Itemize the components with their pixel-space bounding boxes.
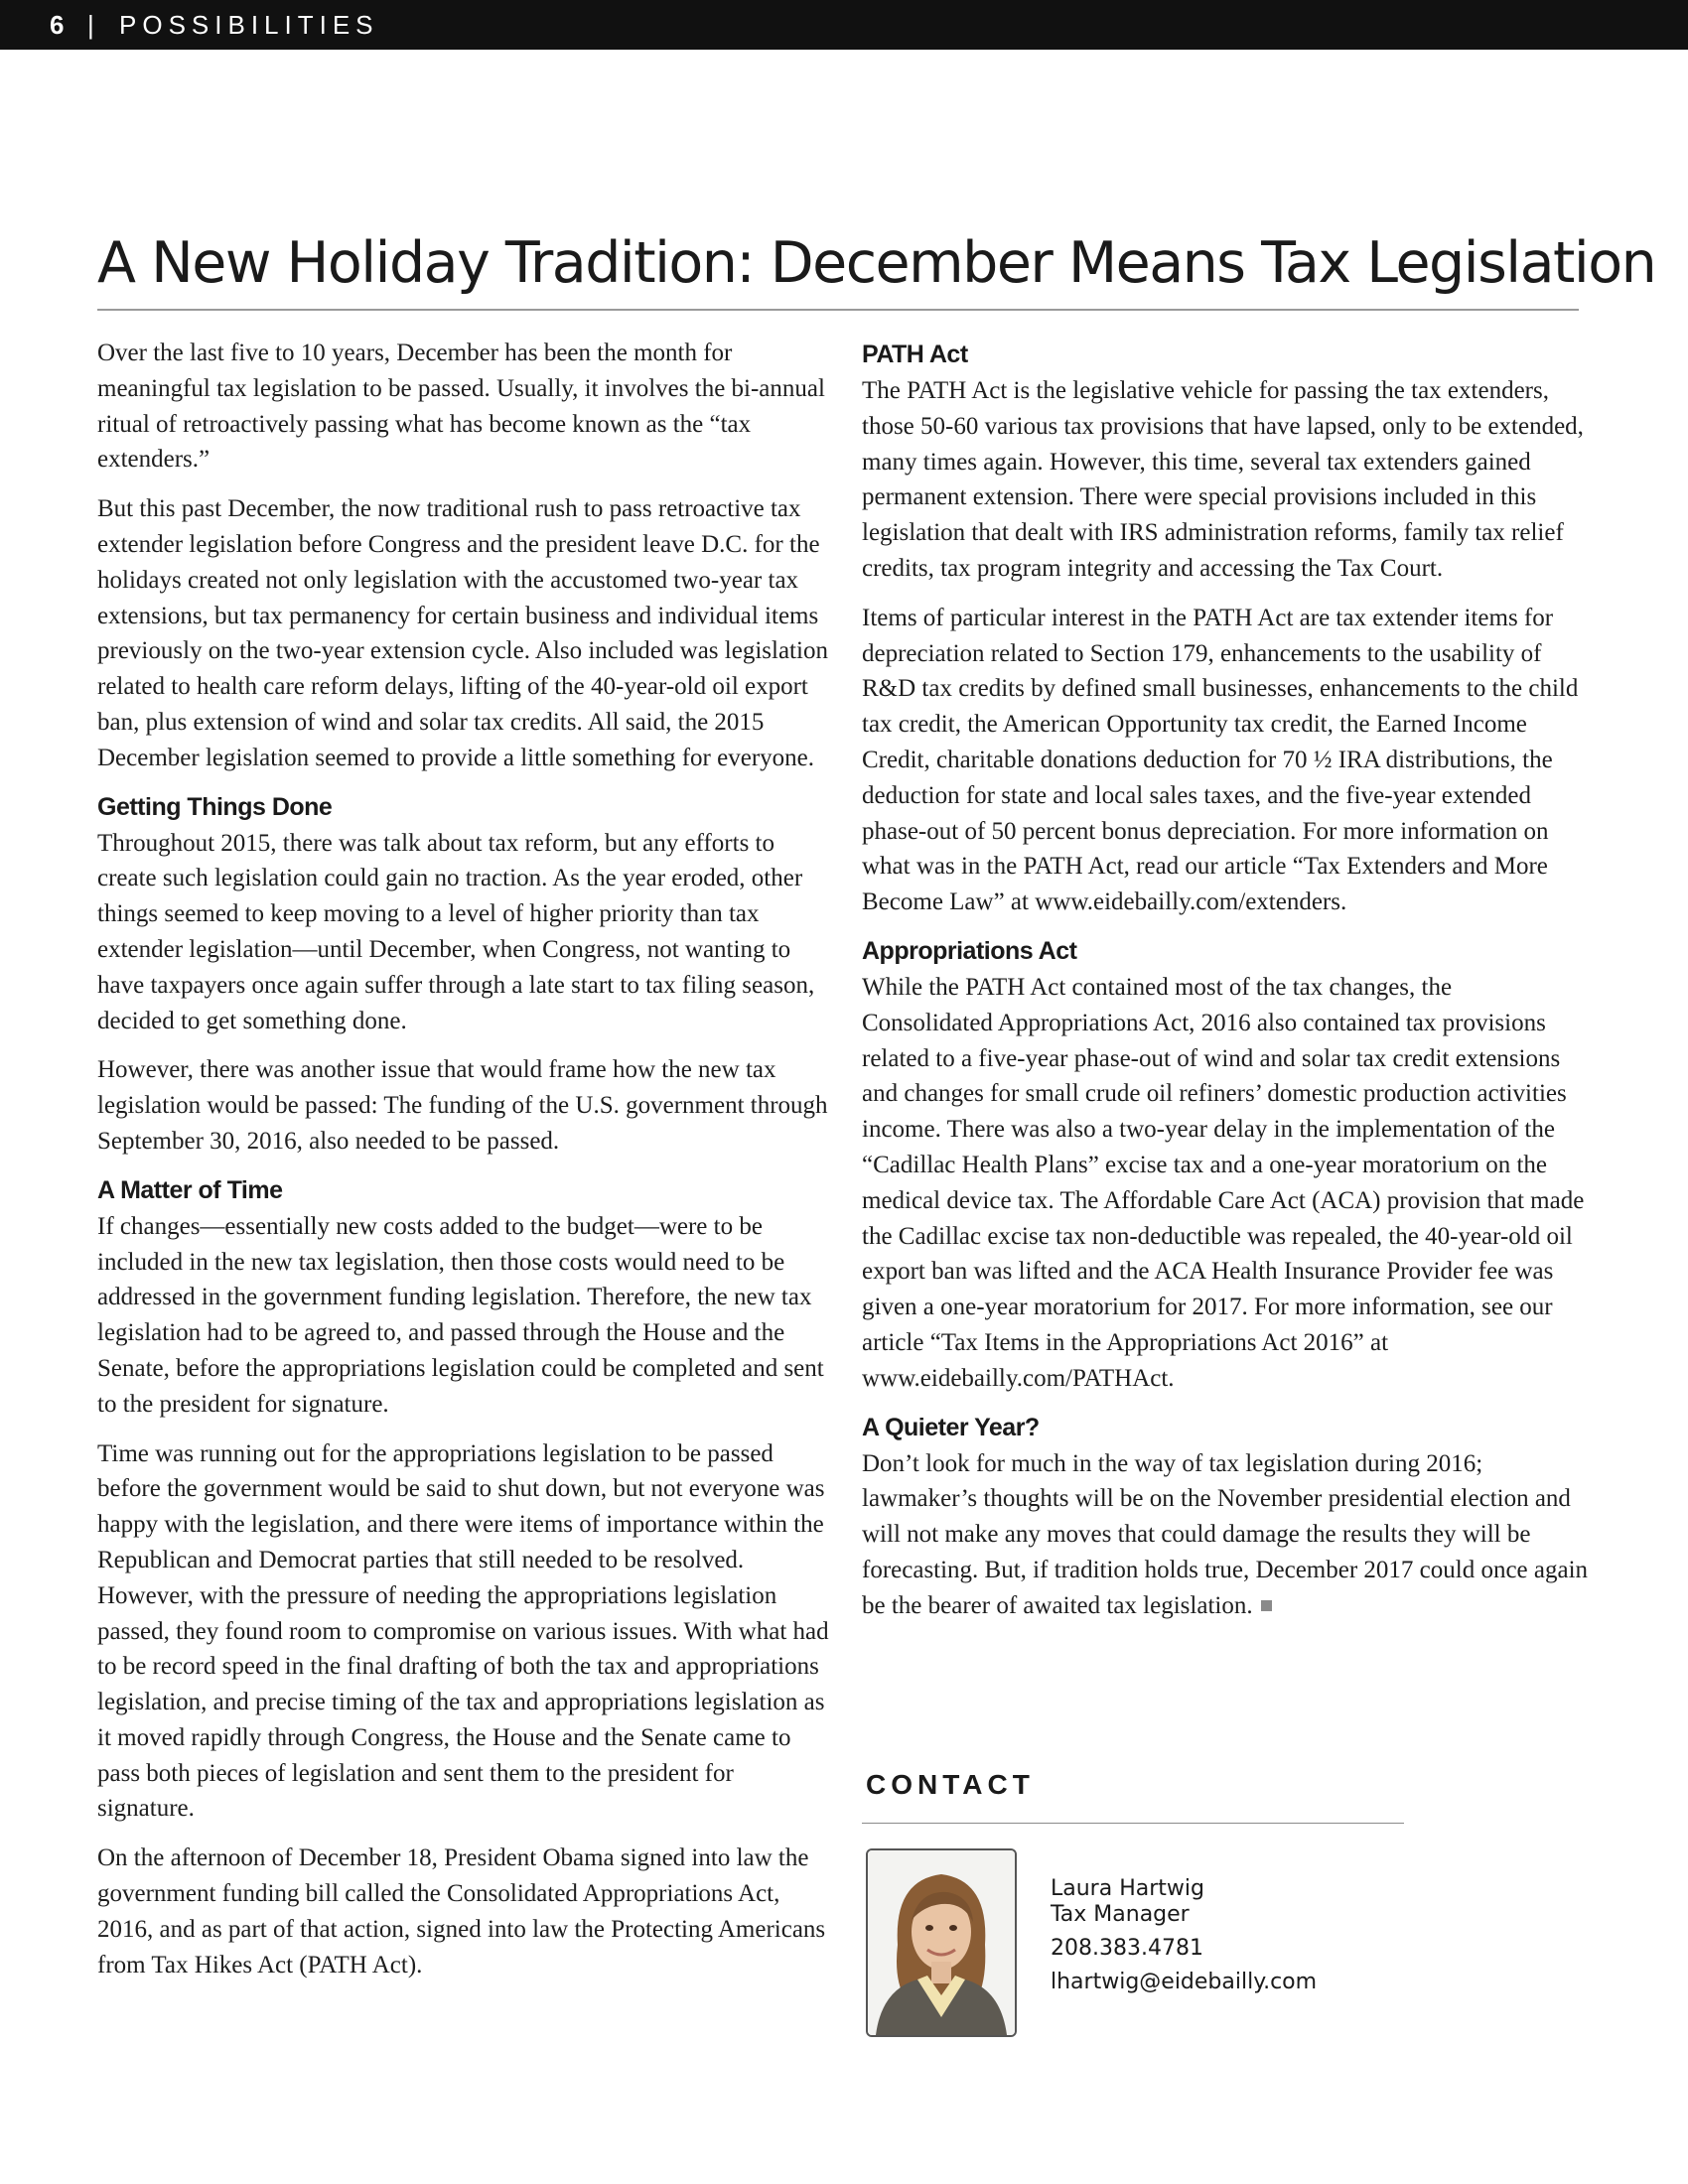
paragraph: Throughout 2015, there was talk about tax reform, but any efforts to create such legislation could gain no traction. As the year eroded, other things seemed to keep moving to a level of higher priority than tax extender legislation—until December, when Congress, not wanting to have taxpayers once again suffer through a late start to tax filing season, decided to get something done. [97,829,815,1034]
subheading-getting-things-done: Getting Things Done [97,792,333,821]
contact-divider [862,1823,1404,1824]
paragraph: But this past December, the now traditional rush to pass retroactive tax extender legislation before Congress and the president leave D.C. for the holidays created not only legislation with the accustomed two-year tax extensions, but tax permanency for certain business and individual items previously on the two-year extension cycle. Also included was legislation related to health care reform delays, lifting of the 40-year-old oil export ban, plus extension of wind and solar tax credits. All said, the 2015 December legislation seemed to provide a little something for everyone. [97,495,828,771]
closing-text: Don’t look for much in the way of tax legislation during 2016; lawmaker’s thoughts will be on the November presidential election and will not make any moves that could damage the results they will be forecasting. But, if tradition holds true, December 2017 could once again be the bearer of awaited tax legislation. [862,1449,1589,1619]
title-divider [97,309,1579,311]
intro-paragraph: Over the last five to 10 years, December has been the month for meaningful tax legislation to be passed. Usually, it involves the bi-annual ritual of retroactively passing what has become known as the “tax extenders.” [97,340,825,474]
paragraph: However, there was another issue that would frame how the new tax legislation would be passed: The funding of the U.S. government through September 30, 2016, also needed to be passed. [97,1056,828,1155]
left-column [97,336,830,1996]
contact-role: Tax Manager [1051,1902,1190,1927]
contact-email-link[interactable]: lhartwig@eidebailly.com [1051,1970,1318,1994]
page-number: 6 [50,10,70,40]
article-title: A New Holiday Tradition: December Means Tax Legislation [97,230,1656,296]
page-header-bar [0,0,1688,50]
closing-paragraph [862,1446,1589,1624]
paragraph: While the PATH Act contained most of the tax changes, the Consolidated Appropriations Act, 2016 also contained tax provisions related to a five-year phase-out of wind and solar tax credit extensions and changes for small crude oil refiners’ domestic production activities income. There was also a two-year delay in the implementation of the “Cadillac Health Plans” excise tax and a one-year moratorium on the medical device tax. The Affordable Care Act (ACA) provision that made the Cadillac excise tax non-deductible was repealed, the 40-year-old oil export ban was lifted and the ACA Health Insurance Provider fee was given a one-year moratorium for 2017. For more information, see our article “Tax Items in the Appropriations Act 2016” at www.eidebailly.com/PATHAct. [862,973,1585,1392]
subheading-a-matter-of-time: A Matter of Time [97,1175,283,1204]
paragraph: Time was running out for the appropriations legislation to be passed before the government would be said to shut down, but not everyone was happy with the legislation, and there were items of importance within the Republican and Democrat parties that still needed to be resolved. However, with the pressure of needing the appropriations legislation passed, they found room to compromise on various issues. With what had to be record speed in the final drafting of both the tax and appropriations legislation, and precise timing of the tax and appropriations legislation as it moved rapidly through Congress, the House and the Senate came to pass both pieces of legislation and sent them to the president for signature. [97,1439,829,1823]
section-name: POSSIBILITIES [119,10,379,40]
contact-phone: 208.383.4781 [1051,1936,1203,1961]
contact-heading: CONTACT [866,1769,1035,1800]
portrait-image [868,1850,1015,2035]
contact-photo [866,1848,1017,2037]
paragraph: The PATH Act is the legislative vehicle for passing the tax extenders, those 50-60 various tax provisions that have lapsed, only to be extended, many times again. However, this time, several tax extenders gained permanent extension. There were special provisions included in this legislation that dealt with IRS administration reforms, family tax relief credits, tax program integrity and accessing the Tax Court. [862,377,1584,582]
right-column [862,336,1589,1638]
subheading-a-quieter-year: A Quieter Year? [862,1413,1040,1441]
paragraph: On the afternoon of December 18, President Obama signed into law the government funding bill called the Consolidated Appropriations Act, 2016, and as part of that action, signed into law the Protecting Americans from Tax Hikes Act (PATH Act). [97,1844,826,1979]
subheading-appropriations-act: Appropriations Act [862,936,1077,965]
subheading-path-act: PATH Act [862,341,968,368]
contact-info [1051,1874,1317,1997]
contact-name: Laura Hartwig [1051,1876,1204,1901]
paragraph: If changes—essentially new costs added to the budget—were to be included in the new tax legislation, then those costs would need to be addressed in the government funding legislation. Therefore, the new tax legislation had to be agreed to, and passed through the House and the Senate, before the appropriations legislation could be completed and sent to the president for signature. [97,1212,824,1418]
end-mark-icon [1261,1600,1272,1611]
header-separator: | [87,10,94,40]
paragraph: Items of particular interest in the PATH Act are tax extender items for depreciation related to Section 179, enhancements to the usability of R&D tax credits by defined small businesses, enhancements to the child tax credit, the American Opportunity tax credit, the Earned Income Credit, charitable donations deduction for 70 ½ IRA distributions, the deduction for state and local sales taxes, and the five-year extended phase-out of 50 percent bonus depreciation. For more information on what was in the PATH Act, read our article “Tax Extenders and More Become Law” at www.eidebailly.com/extenders. [862,604,1579,916]
